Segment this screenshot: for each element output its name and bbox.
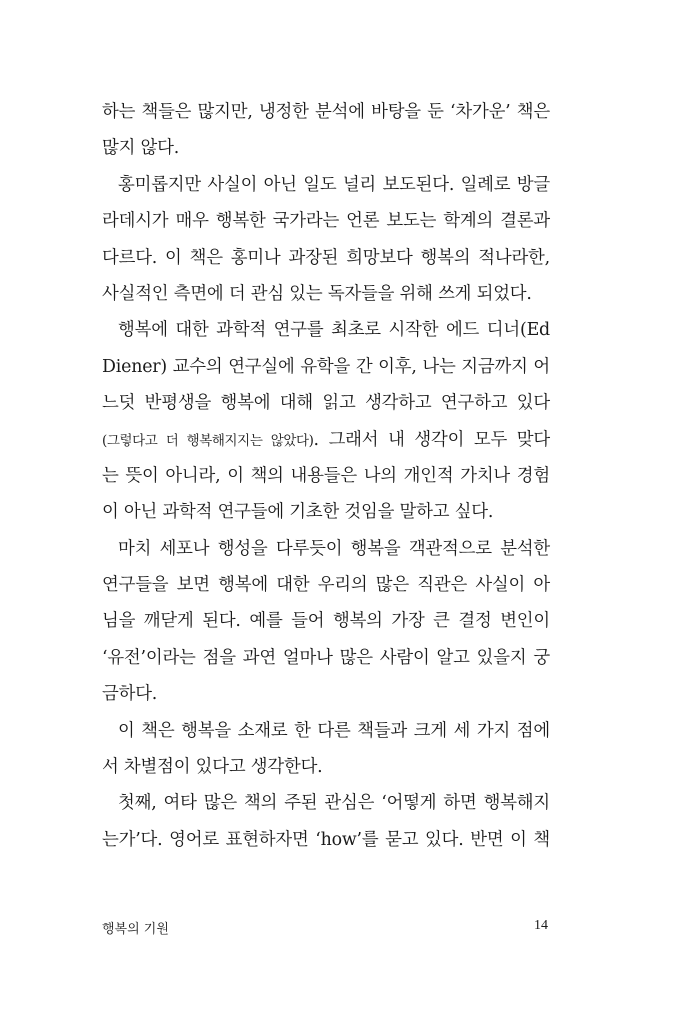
text-line: ‘유전’이라는 점을 과연 얼마나 많은 사람이 알고 있을지 궁 [102,647,550,668]
text-line: 다르다. 이 책은 홍미나 과장된 희망보다 행복의 적나라한, [102,247,550,268]
text-line: 연구들을 보면 행복에 대한 우리의 많은 직관은 사실이 아 [102,575,550,596]
text-line: 금하다. [102,684,158,705]
text-line: 많지 않다. [102,138,180,159]
text-line: 이 아닌 과학적 연구들에 기초한 것임을 말하고 싶다. [102,502,494,523]
body-text [102,94,550,858]
text-line: Diener) 교수의 연구실에 유학을 간 이후, 나는 지금까지 어 [102,356,550,377]
parenthetical-aside: (그렇다고 더 행복해지지는 않았다) [102,432,314,449]
text-line: 는가’다. 영어로 표현하자면 ‘how’를 묻고 있다. 반면 이 책 [102,829,550,850]
text-line: 홍미롭지만 사실이 아닌 일도 널리 보도된다. 일례로 방글 [118,174,550,195]
page-footer [102,918,548,940]
text-line: 사실적인 측면에 더 관심 있는 독자들을 위해 쓰게 되었다. [102,283,532,304]
running-title: 행복의 기원 [102,922,169,937]
text-line: 행복에 대한 과학적 연구를 최초로 시작한 에드 디너(Ed [118,320,550,341]
page-number: 14 [534,918,548,933]
text-line: 첫째, 여타 많은 책의 주된 관심은 ‘어떻게 하면 행복해지 [118,793,550,814]
text-line [102,422,550,458]
text-line: 는 뜻이 아니라, 이 책의 내용들은 나의 개인적 가치나 경험 [102,465,550,486]
text-line: 서 차별점이 있다고 생각한다. [102,757,323,778]
text-line: 이 책은 행복을 소재로 한 다른 책들과 크게 세 가지 점에 [118,720,550,741]
text-line: 마치 세포나 행성을 다루듯이 행복을 객관적으로 분석한 [118,538,550,559]
text-line: 하는 책들은 많지만, 냉정한 분석에 바탕을 둔 ‘차가운’ 책은 [102,102,550,122]
text-line: 라데시가 매우 행복한 국가라는 언론 보도는 학계의 결론과 [102,211,550,232]
text-line: 님을 깨닫게 된다. 예를 들어 행복의 가장 큰 결정 변인이 [102,611,550,632]
text-line: 느덧 반평생을 행복에 대해 읽고 생각하고 연구하고 있다 [102,393,550,414]
text-segment: . 그래서 내 생각이 모두 맞다 [313,429,550,450]
